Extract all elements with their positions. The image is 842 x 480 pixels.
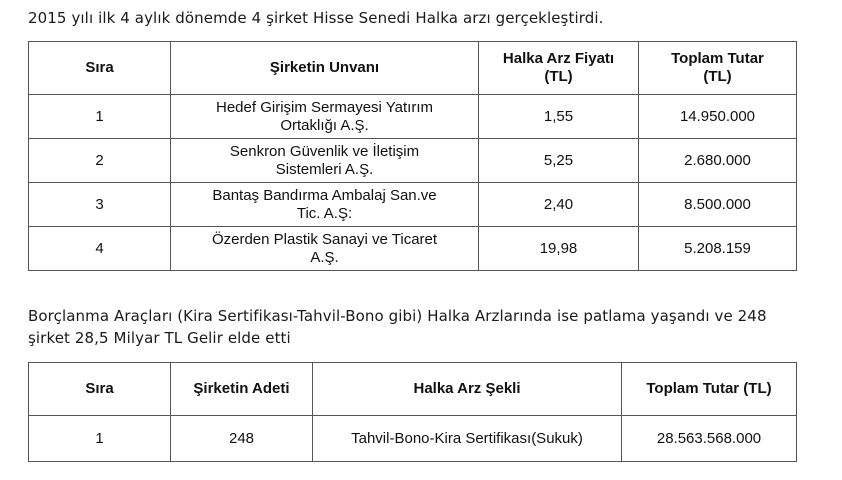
- cell-tutar: 2.680.000: [639, 139, 797, 183]
- header-tutar-line2: (TL): [703, 68, 732, 85]
- debt-ipo-table: [28, 362, 797, 462]
- cell-sekil: Tahvil-Bono-Kira Sertifikası(Sukuk): [313, 416, 622, 462]
- header-tutar-line1: Toplam Tutar: [671, 50, 764, 67]
- table-row: [29, 183, 797, 227]
- cell-sira: 4: [29, 227, 171, 271]
- table-header-row: [29, 42, 797, 95]
- cell-sira: 1: [29, 416, 171, 462]
- unvan-line2: Sistemleri A.Ş.: [275, 160, 374, 178]
- header-sira: Sıra: [29, 363, 171, 416]
- cell-tutar: 28.563.568.000: [622, 416, 797, 462]
- cell-tutar: 8.500.000: [639, 183, 797, 227]
- header-tutar: Toplam Tutar (TL): [622, 363, 797, 416]
- cell-fiyat: 5,25: [479, 139, 639, 183]
- cell-fiyat: 1,55: [479, 95, 639, 139]
- unvan-line1: Bantaş Bandırma Ambalaj San.ve: [212, 186, 437, 204]
- cell-sira: 1: [29, 95, 171, 139]
- cell-sira: 3: [29, 183, 171, 227]
- header-fiyat: [479, 42, 639, 95]
- cell-tutar: 14.950.000: [639, 95, 797, 139]
- header-fiyat-line1: Halka Arz Fiyatı: [502, 50, 615, 67]
- cell-fiyat: 2,40: [479, 183, 639, 227]
- equity-ipo-table: [28, 41, 797, 271]
- header-unvan: Şirketin Unvanı: [171, 42, 479, 95]
- table-row: [29, 227, 797, 271]
- cell-sira: 2: [29, 139, 171, 183]
- cell-adet: 248: [171, 416, 313, 462]
- unvan-line1: Hedef Girişim Sermayesi Yatırım: [216, 98, 433, 116]
- unvan-line1: Senkron Güvenlik ve İletişim: [229, 142, 420, 160]
- cell-tutar: 5.208.159: [639, 227, 797, 271]
- cell-unvan: [171, 183, 479, 227]
- cell-unvan: [171, 139, 479, 183]
- table-header-row: [29, 363, 797, 416]
- unvan-line2: Tic. A.Ş:: [296, 204, 353, 222]
- intro-paragraph: 2015 yılı ilk 4 aylık dönemde 4 şirket Hisse Senedi Halka arzı gerçekleştirdi.: [28, 9, 604, 27]
- unvan-line2: Ortaklığı A.Ş.: [280, 116, 369, 134]
- cell-fiyat: 19,98: [479, 227, 639, 271]
- cell-unvan: [171, 227, 479, 271]
- cell-unvan: [171, 95, 479, 139]
- header-sekil: Halka Arz Şekli: [313, 363, 622, 416]
- table-row: [29, 95, 797, 139]
- header-fiyat-line2: (TL): [544, 68, 573, 85]
- unvan-line2: A.Ş.: [310, 248, 339, 266]
- table-row: [29, 139, 797, 183]
- header-tutar: [639, 42, 797, 95]
- debt-instruments-paragraph: Borçlanma Araçları (Kira Sertifikası-Tahvil-Bono gibi) Halka Arzlarında ise patlama yaşandı ve 248 şirket 28,5 Milyar TL Gelir elde etti: [28, 307, 767, 347]
- unvan-line1: Özerden Plastik Sanayi ve Ticaret: [211, 230, 438, 248]
- header-sira: Sıra: [29, 42, 171, 95]
- table-row: [29, 416, 797, 462]
- header-adet: Şirketin Adeti: [171, 363, 313, 416]
